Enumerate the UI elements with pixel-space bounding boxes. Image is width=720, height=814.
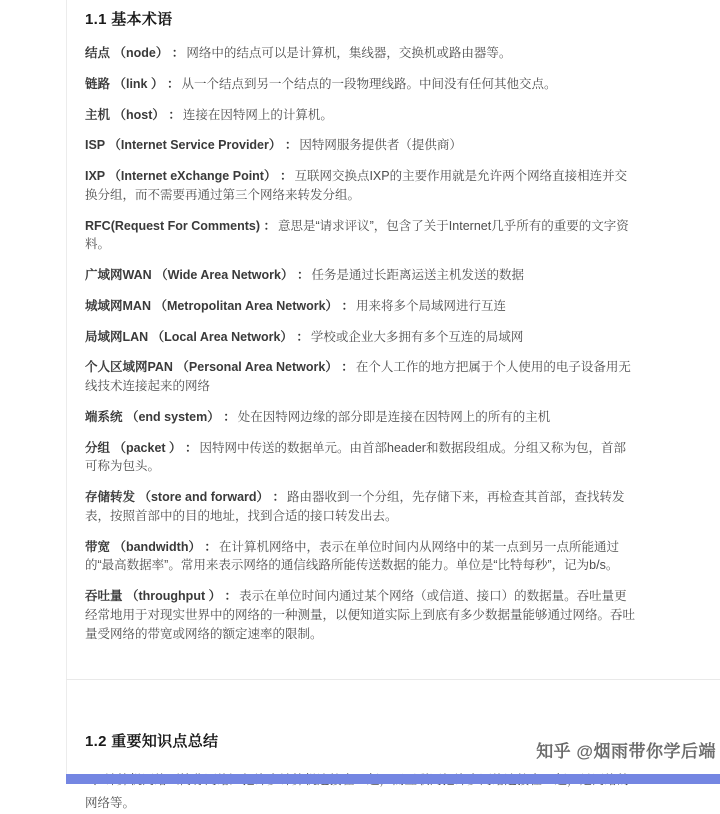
term-name: 局域网LAN （Local Area Network） ： [85, 329, 309, 344]
term-item-isp [85, 136, 635, 155]
summary-paragraph: 网络等。 [85, 795, 136, 810]
term-definition: 用来将多个局域网进行互连 [356, 298, 507, 313]
term-definition: 在个人工作的地方把属于个人使用的电子设备用无线技术连接起来的网络 [85, 360, 631, 393]
term-name: 个人区域网PAN （Personal Area Network） ： [85, 360, 354, 375]
term-definition: 互联网交换点IXP的主要作用就是允许两个网络直接相连并交换分组，而不需要再通过第三个网络来转发分组。 [85, 169, 628, 202]
term-item-man [85, 297, 635, 316]
left-border-line [66, 0, 67, 784]
term-item-throughput [85, 587, 635, 643]
term-name: ISP （Internet Service Provider） ： [85, 138, 298, 153]
term-item-packet [85, 439, 635, 477]
term-name: 城域网MAN （Metropolitan Area Network） ： [85, 298, 355, 313]
term-item-end-system [85, 408, 635, 427]
term-item-link [85, 75, 635, 94]
footer-bar [66, 774, 720, 784]
term-name: 端系统 （end system） ： [85, 409, 236, 424]
term-name: 结点 （node） ： [85, 46, 185, 60]
term-item-ixp [85, 167, 635, 205]
term-definition: 学校或企业大多拥有多个互连的局域网 [310, 329, 524, 344]
term-definition: 在计算机网络中，表示在单位时间内从网络中的某一点到另一点所能通过的“最高数据率”。常用来表示网络的通信线路所能传送数据的能力。单位是“比特每秒”，记为b/s。 [85, 539, 619, 573]
zhihu-watermark: 知乎 @烟雨带你学后端 [536, 742, 716, 761]
term-item-bandwidth [85, 538, 635, 576]
section-1-2-heading: 1.2 重要知识点总结 [85, 733, 219, 751]
term-name: 广域网WAN （Wide Area Network） ： [85, 268, 310, 282]
term-name: 链路 （link ） ： [85, 76, 180, 91]
term-name: 分组 （packet ） ： [85, 440, 198, 455]
term-name: RFC(Request For Comments) ： [85, 218, 276, 233]
term-item-host [85, 106, 635, 125]
term-definition: 路由器收到一个分组，先存储下来，再检查其首部，查找转发表，按照首部中的目的地址，找到合适的接口转发出去。 [85, 490, 625, 523]
term-item-store-and-forward [85, 488, 635, 526]
section-divider [66, 679, 720, 680]
term-name: 主机 （host） ： [85, 107, 181, 122]
term-item-wan [85, 266, 635, 285]
article-content [85, 0, 635, 814]
term-definition: 从一个结点到另一个结点的一段物理线路。中间没有任何其他交点。 [181, 76, 557, 91]
section-1-1-heading: 1.1 基本术语 [85, 11, 173, 28]
term-definition: 意思是“请求评议”，包含了关于Internet几乎所有的重要的文字资料。 [85, 218, 629, 252]
term-definition: 网络中的结点可以是计算机，集线器，交换机或路由器等。 [186, 46, 512, 60]
term-item-lan [85, 328, 635, 347]
term-name: 吞吐量 （throughput ） ： [85, 589, 238, 603]
term-item-node [85, 44, 635, 63]
term-item-rfc [85, 217, 635, 255]
term-name: IXP （Internet eXchange Point） ： [85, 169, 293, 183]
term-definition: 连接在因特网上的计算机。 [182, 107, 333, 122]
term-definition: 因特网服务提供者（提供商） [299, 138, 462, 153]
term-name: 带宽 （bandwidth） ： [85, 539, 217, 554]
term-item-pan [85, 358, 635, 396]
term-name: 存储转发 （store and forward） ： [85, 490, 286, 504]
term-definition: 处在因特网边缘的部分即是连接在因特网上的所有的主机 [237, 409, 551, 424]
term-definition: 表示在单位时间内通过某个网络（或信道、接口）的数据量。吞吐量更经常地用于对现实世界中的网络的一种测量，以便知道实际上到底有多少数据量能够通过网络。吞吐量受网络的带宽或网络的额定速率的限制。 [85, 589, 636, 641]
term-definition: 因特网中传送的数据单元。由首部header和数据段组成。分组又称为包，首部可称为包头。 [85, 440, 626, 474]
term-definition: 任务是通过长距离运送主机发送的数据 [311, 268, 524, 282]
